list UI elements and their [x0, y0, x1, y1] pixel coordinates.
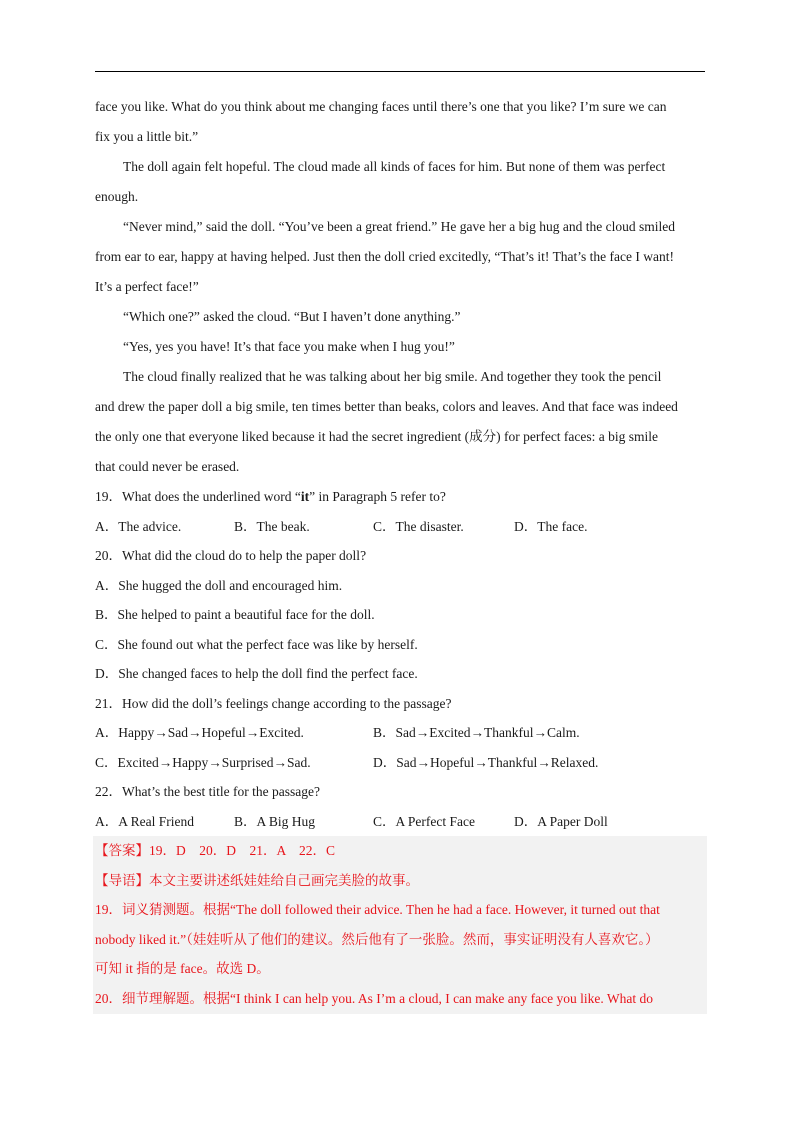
question-stem: 21．How did the doll’s feelings change according to the passage?: [95, 695, 452, 711]
question-19: [95, 482, 705, 541]
passage-line: “Yes, yes you have! It’s that face you make when I hug you!”: [123, 339, 455, 354]
option-a: A．The advice.: [95, 518, 182, 534]
option-c: C．She found out what the perfect face was like by herself.: [95, 636, 418, 652]
question-options: [95, 512, 705, 542]
header-rule: [95, 71, 705, 72]
passage-line: “Which one?” asked the cloud. “But I haven’t done anything.”: [123, 309, 461, 324]
option-a: A．She hugged the doll and encouraged him.: [95, 577, 343, 593]
question-options: [95, 807, 705, 837]
question-stem: 20．What did the cloud do to help the paper doll?: [95, 548, 367, 563]
option-b: B．A Big Hug: [234, 813, 316, 829]
question-stem: 22．What’s the best title for the passage?: [95, 784, 320, 799]
passage-line: the only one that everyone liked because it had the secret ingredient (成分) for perfect faces: a big smile: [95, 429, 659, 444]
question-stem: [95, 482, 705, 512]
option-d: D．Sad→Hopeful→Thankful→Relaxed.: [373, 754, 599, 770]
passage-line: face you like. What do you think about me changing faces until there’s one that you like? I’m sure we can: [95, 99, 667, 114]
answer-text: 19．D 20．D 21．A 22．C: [149, 843, 336, 858]
option-b: B．Sad→Excited→Thankful→Calm.: [373, 725, 580, 740]
question-options: [95, 748, 705, 778]
passage-line: that could never be erased.: [95, 459, 240, 474]
option-d: D．She changed faces to help the doll find the perfect face.: [95, 666, 418, 681]
guide-tag: 【导语】: [95, 872, 149, 888]
passage-line: It’s a perfect face!”: [95, 279, 199, 294]
document-page: [95, 92, 705, 1014]
explanation-19-line: 19．词义猜测题。根据“The doll followed their advice. Then he had a face. However, it turned out that: [95, 902, 660, 918]
answer-line: [95, 836, 707, 866]
answer-section: [93, 836, 707, 1014]
option-c: C．The disaster.: [373, 518, 464, 534]
option-d: D．The face.: [514, 518, 588, 534]
option-b: B．She helped to paint a beautiful face for the doll.: [95, 607, 375, 622]
stem-text: ” in Paragraph 5 refer to?: [309, 489, 446, 504]
guide-text: 本文主要讲述纸娃娃给自己画完美脸的故事。: [149, 872, 419, 888]
passage-line: from ear to ear, happy at having helped. Just then the doll cried excitedly, “That’s it! That’s the face I want!: [95, 249, 675, 264]
passage-line: fix you a little bit.”: [95, 129, 199, 144]
guide-line: [95, 866, 707, 896]
passage-line: The doll again felt hopeful. The cloud made all kinds of faces for him. But none of them was perfect: [123, 159, 666, 174]
option-c: C．Excited→Happy→Surprised→Sad.: [95, 754, 311, 770]
stem-text: 19．What does the underlined word “: [95, 489, 301, 504]
passage-line: The cloud finally realized that he was talking about her big smile. And together they took the pencil: [123, 369, 662, 384]
passage-line: enough.: [95, 189, 139, 204]
question-20: [95, 541, 705, 689]
explanation-19-line: 可知 it 指的是 face。故选 D。: [95, 961, 270, 977]
passage: [95, 92, 705, 482]
question-options: [95, 718, 705, 748]
option-d: D．A Paper Doll: [514, 813, 608, 829]
answer-tag: 【答案】: [95, 843, 149, 858]
option-a: A．A Real Friend: [95, 813, 194, 829]
option-c: C．A Perfect Face: [373, 813, 475, 829]
option-a: A．Happy→Sad→Hopeful→Excited.: [95, 725, 304, 740]
option-b: B．The beak.: [234, 518, 310, 534]
passage-line: and drew the paper doll a big smile, ten times better than beaks, colors and leaves. And that face was indeed: [95, 399, 678, 414]
stem-underlined-word: it: [300, 489, 310, 504]
explanation-20-line: 20．细节理解题。根据“I think I can help you. As I’m a cloud, I can make any face you like. What do: [95, 990, 653, 1006]
passage-line: “Never mind,” said the doll. “You’ve been a great friend.” He gave her a big hug and the cloud smiled: [123, 219, 675, 234]
explanation-19-line: nobody liked it.”（娃娃听从了他们的建议。然后他有了一张脸。然而，事实证明没有人喜欢它。）: [95, 931, 659, 947]
question-22: [95, 777, 705, 836]
question-21: [95, 689, 705, 778]
